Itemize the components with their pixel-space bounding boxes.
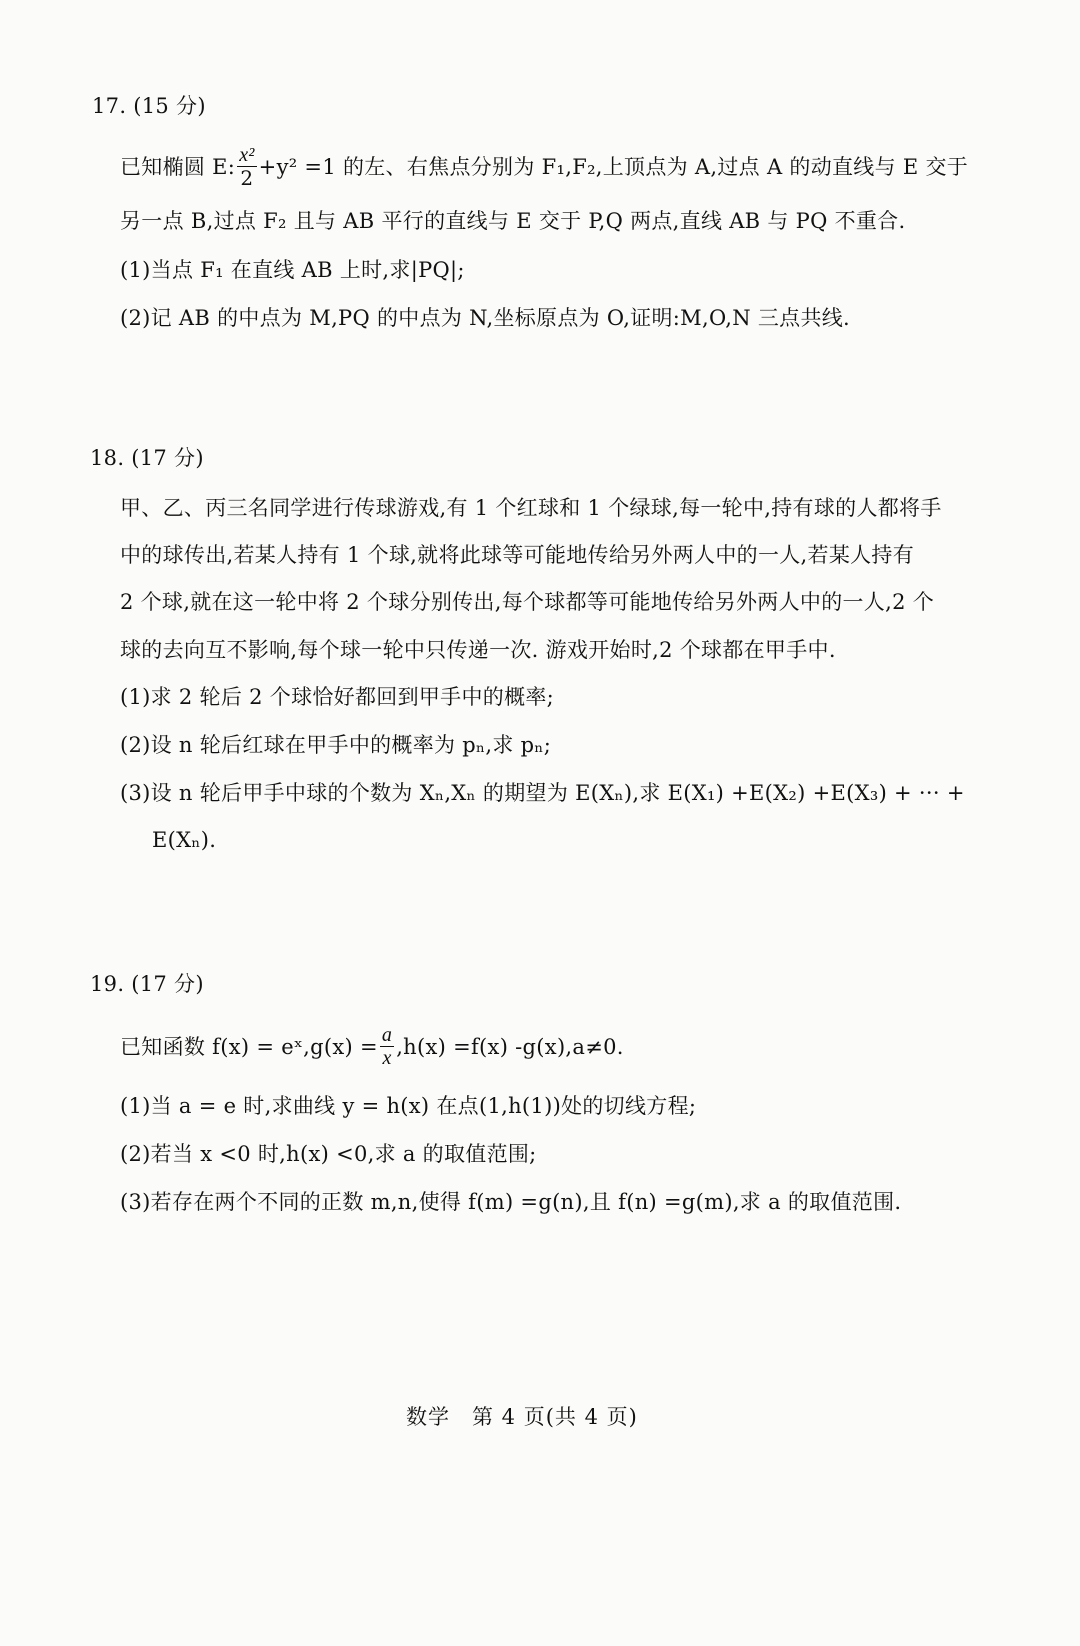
- q17-part2: (2)记 AB 的中点为 M,PQ 的中点为 N,坐标原点为 O,证明:M,O,N 三点共线.: [120, 306, 851, 330]
- q17-number: 17. (15 分): [92, 94, 206, 118]
- q19-part3: (3)若存在两个不同的正数 m,n,使得 f(m) =g(n),且 f(n) =g(m),求 a 的取值范围.: [120, 1190, 902, 1214]
- q19-stem: [120, 1026, 624, 1071]
- q19-frac-den: x: [382, 1047, 392, 1069]
- q18-part3-line1: (3)设 n 轮后甲手中球的个数为 Xₙ,Xₙ 的期望为 E(Xₙ),求 E(X₁) +E(X₂) +E(X₃) + ··· +: [120, 781, 965, 805]
- q17-frac-den: 2: [240, 166, 254, 190]
- q18-stem-line3: 2 个球,就在这一轮中将 2 个球分别传出,每个球都等可能地传给另外两人中的一人,2 个: [120, 590, 935, 614]
- q18-stem-line2: 中的球传出,若某人持有 1 个球,就将此球等可能地传给另外两人中的一人,若某人持有: [120, 543, 915, 567]
- q17-frac-num: x²: [239, 144, 255, 166]
- q17-stem-line1: [120, 146, 968, 191]
- q19-stem-suffix: ,h(x) =f(x) -g(x),a≠0.: [396, 1035, 624, 1059]
- q18-stem-line4: 球的去向互不影响,每个球一轮中只传递一次. 游戏开始时,2 个球都在甲手中.: [120, 638, 836, 662]
- q17-part1: (1)当点 F₁ 在直线 AB 上时,求|PQ|;: [120, 258, 465, 282]
- q18-part1: (1)求 2 轮后 2 个球恰好都回到甲手中的概率;: [120, 685, 555, 709]
- q17-stem-suffix: +y² =1 的左、右焦点分别为 F₁,F₂,上顶点为 A,过点 A 的动直线与 E 交于: [258, 155, 969, 179]
- q19-part2: (2)若当 x <0 时,h(x) <0,求 a 的取值范围;: [120, 1142, 537, 1166]
- q18-number: 18. (17 分): [90, 446, 204, 470]
- q19-fraction: [380, 1024, 394, 1069]
- q18-part2: (2)设 n 轮后红球在甲手中的概率为 pₙ,求 pₙ;: [120, 733, 552, 757]
- q19-stem-prefix: 已知函数 f(x) = eˣ,g(x) =: [120, 1035, 378, 1059]
- q19-frac-num: a: [381, 1024, 393, 1046]
- q17-fraction: [237, 144, 256, 189]
- q18-stem-line1: 甲、乙、丙三名同学进行传球游戏,有 1 个红球和 1 个绿球,每一轮中,持有球的人都将手: [120, 496, 942, 520]
- q18-part3-line2: E(Xₙ).: [152, 828, 217, 852]
- q17-stem-line2: 另一点 B,过点 F₂ 且与 AB 平行的直线与 E 交于 P,Q 两点,直线 AB 与 PQ 不重合.: [120, 209, 906, 233]
- q17-stem-prefix: 已知椭圆 E:: [120, 155, 236, 179]
- q19-part1: (1)当 a = e 时,求曲线 y = h(x) 在点(1,h(1))处的切线方程;: [120, 1094, 697, 1118]
- page-footer: 数学 第 4 页(共 4 页): [406, 1405, 638, 1429]
- q19-number: 19. (17 分): [90, 972, 204, 996]
